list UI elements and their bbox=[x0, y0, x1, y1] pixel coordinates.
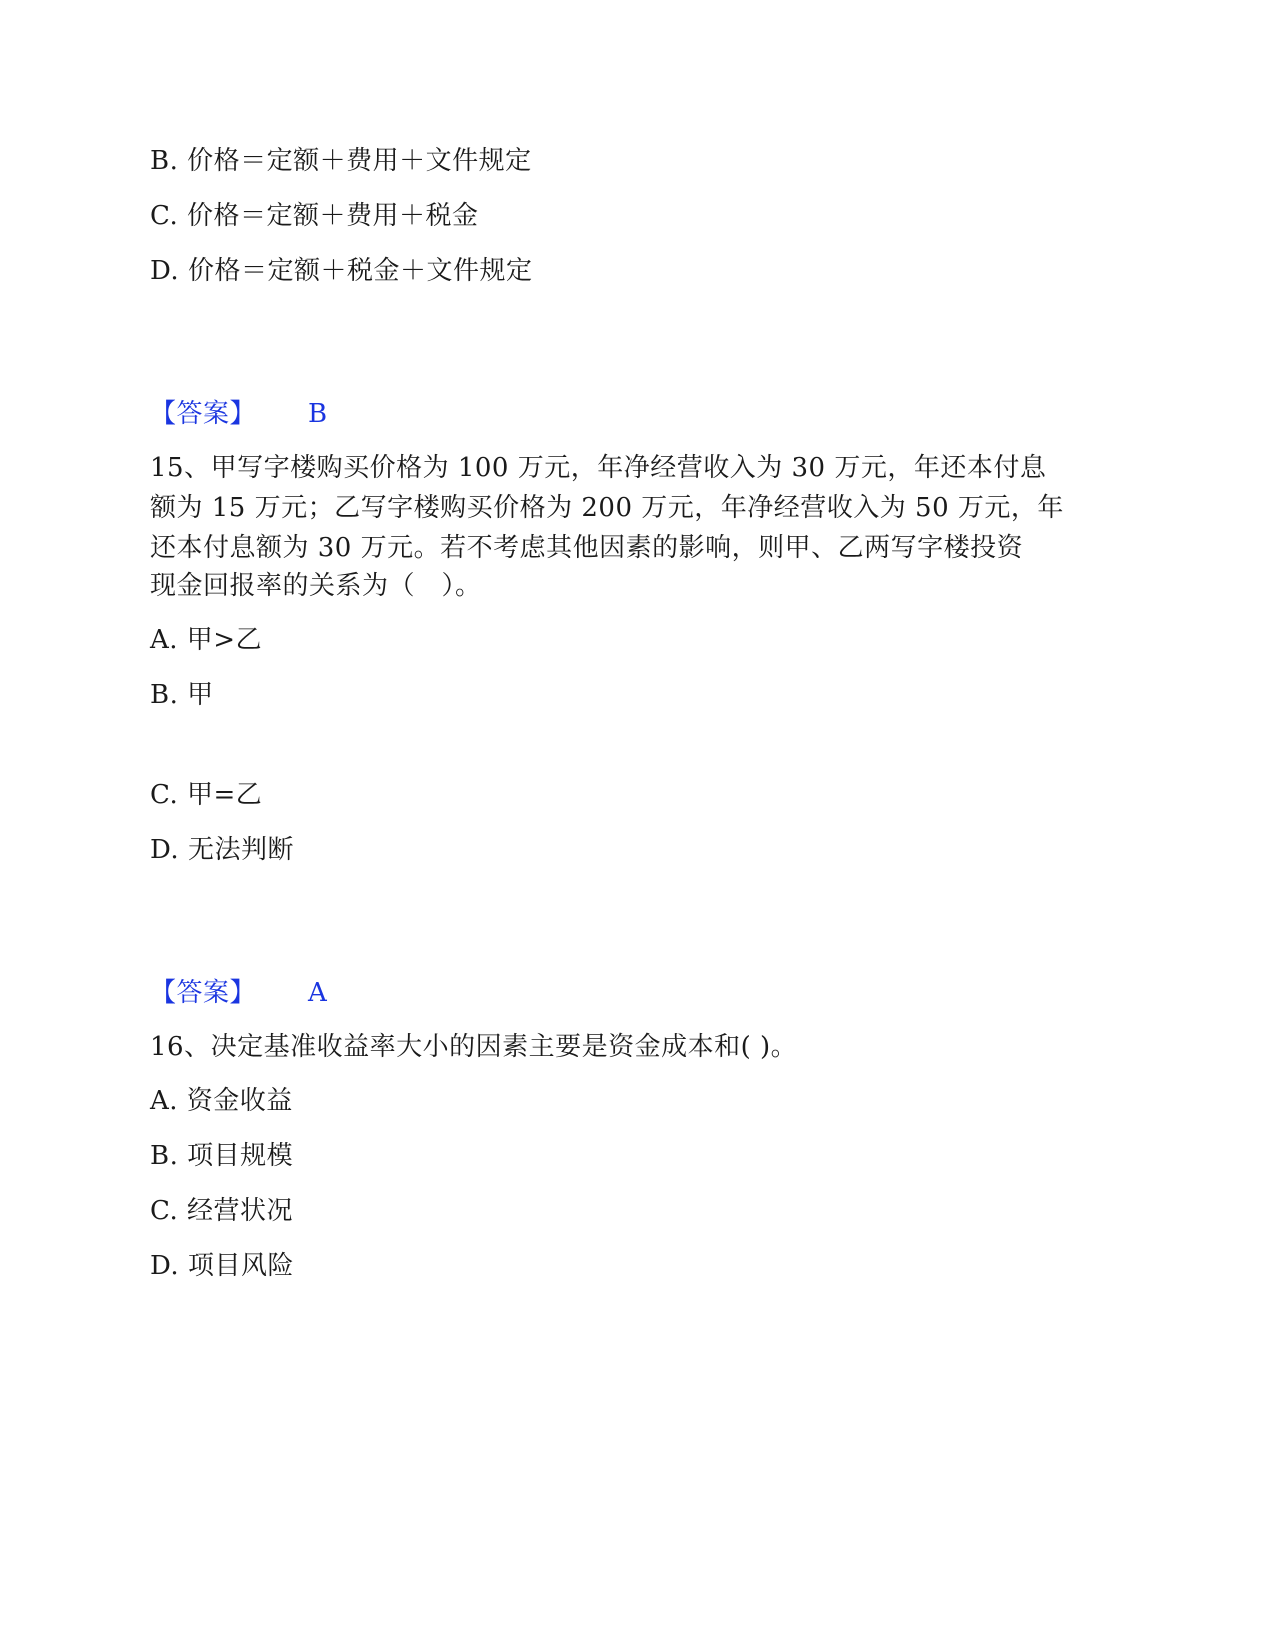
answer-value: A bbox=[308, 978, 328, 1008]
question-15-option-b: B. 甲 bbox=[150, 680, 214, 710]
question-15-line-1: 15、甲写字楼购买价格为 100 万元，年净经营收入为 30 万元，年还本付息 bbox=[150, 453, 1047, 483]
question-15-line-2: 额为 15 万元；乙写字楼购买价格为 200 万元，年净经营收入为 50 万元，年 bbox=[150, 493, 1064, 523]
answer-line bbox=[150, 397, 328, 431]
question-15-option-c: C. 甲=乙 bbox=[150, 780, 263, 810]
question-16-option-b: B. 项目规模 bbox=[150, 1141, 294, 1171]
option-d: D. 价格＝定额＋税金＋文件规定 bbox=[150, 256, 533, 286]
question-16-option-a: A. 资金收益 bbox=[150, 1086, 293, 1116]
question-15-line-4: 现金回报率的关系为（ ）。 bbox=[150, 571, 482, 601]
question-16-stem: 16、决定基准收益率大小的因素主要是资金成本和( )。 bbox=[150, 1032, 798, 1062]
question-15-option-a: A. 甲>乙 bbox=[150, 625, 263, 655]
answer-label: 【答案】 bbox=[150, 978, 257, 1008]
question-15-line-3: 还本付息额为 30 万元。若不考虑其他因素的影响，则甲、乙两写字楼投资 bbox=[150, 533, 1024, 563]
question-15-option-d: D. 无法判断 bbox=[150, 835, 294, 865]
answer-label: 【答案】 bbox=[150, 399, 257, 429]
option-b: B. 价格＝定额＋费用＋文件规定 bbox=[150, 146, 532, 176]
answer-value: B bbox=[308, 399, 328, 429]
question-16-option-c: C. 经营状况 bbox=[150, 1196, 293, 1226]
question-16-option-d: D. 项目风险 bbox=[150, 1251, 294, 1281]
option-c: C. 价格＝定额＋费用＋税金 bbox=[150, 201, 479, 231]
question-15-answer-line bbox=[150, 976, 327, 1010]
